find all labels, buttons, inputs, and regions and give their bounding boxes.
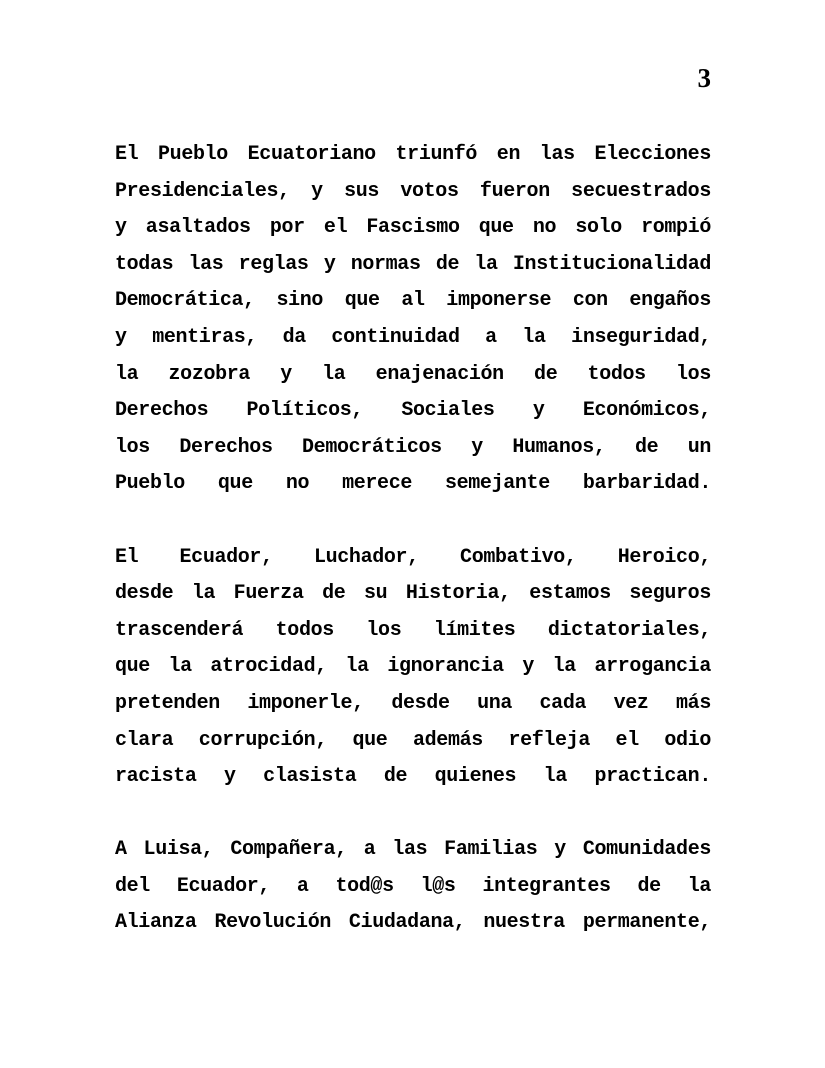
text-line: El Ecuador, Luchador, Combativo, Heroico,: [115, 545, 711, 569]
text-line: del Ecuador, a tod@s l@s integrantes de la: [115, 874, 711, 898]
text-line: desde la Fuerza de su Historia, estamos seguros: [115, 582, 711, 606]
text-line: Alianza Revolución Ciudadana, nuestra permanente,: [115, 911, 711, 935]
text-line: que la atrocidad, la ignorancia y la arrogancia: [115, 655, 711, 679]
text-line: trascenderá todos los límites dictatoriales,: [115, 618, 711, 642]
text-line: Derechos Políticos, Sociales y Económicos,: [115, 399, 711, 423]
text-line: y mentiras, da continuidad a la inseguridad,: [115, 325, 711, 349]
paragraph: [115, 832, 711, 942]
text-line: clara corrupción, que además refleja el odio: [115, 728, 711, 752]
text-line: los Derechos Democráticos y Humanos, de un: [115, 435, 711, 459]
text-line: todas las reglas y normas de la Institucionalidad: [115, 252, 711, 276]
text-line: A Luisa, Compañera, a las Familias y Comunidades: [115, 838, 711, 862]
text-line: pretenden imponerle, desde una cada vez más: [115, 691, 711, 715]
text-line: Presidenciales, y sus votos fueron secuestrados: [115, 179, 711, 203]
text-line: Democrática, sino que al imponerse con engaños: [115, 289, 711, 313]
text-line: Pueblo que no merece semejante barbaridad.: [115, 472, 711, 496]
document-body: [115, 137, 711, 942]
paragraph: [115, 540, 711, 796]
text-line: la zozobra y la enajenación de todos los: [115, 362, 711, 386]
page-number: 3: [697, 63, 711, 93]
text-line: El Pueblo Ecuatoriano triunfó en las Elecciones: [115, 143, 711, 166]
paragraph: [115, 137, 711, 503]
text-line: racista y clasista de quienes la practican.: [115, 765, 711, 789]
text-line: y asaltados por el Fascismo que no solo rompió: [115, 216, 711, 240]
